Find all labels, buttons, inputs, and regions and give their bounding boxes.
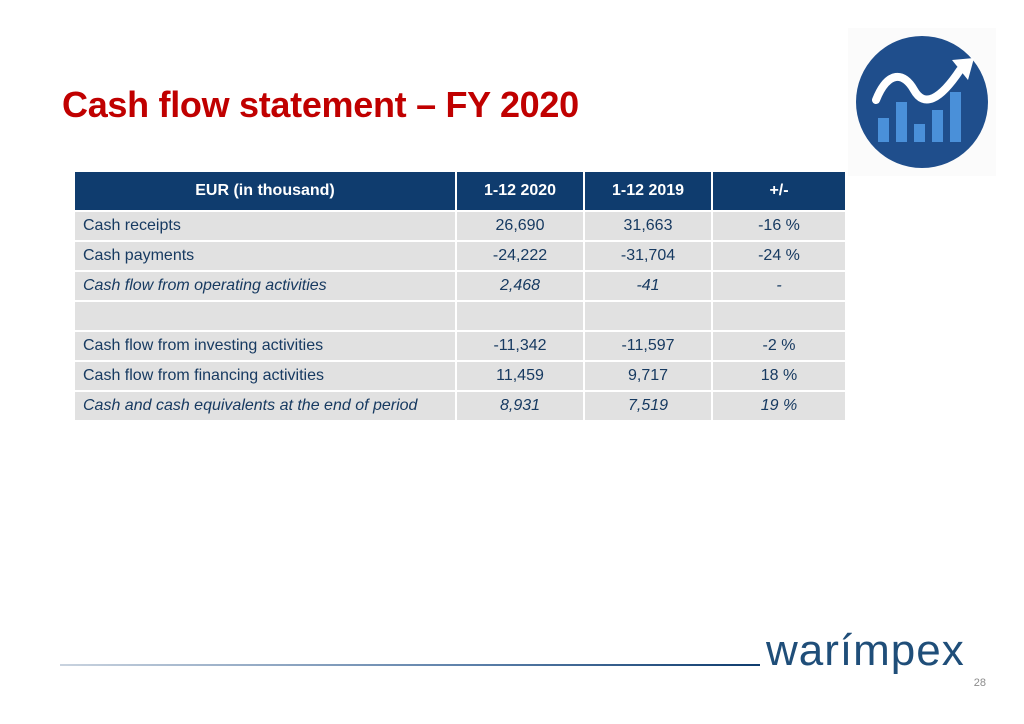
cash-flow-table [73, 170, 847, 422]
row-label: Cash flow from operating activities [75, 272, 455, 300]
value-change: - [713, 272, 845, 300]
footer-divider [60, 664, 760, 666]
header-2019: 1-12 2019 [585, 172, 711, 210]
row-label: Cash and cash equivalents at the end of period [75, 392, 455, 420]
row-label: Cash payments [75, 242, 455, 270]
value-change: 19 % [713, 392, 845, 420]
value-2019: -11,597 [585, 332, 711, 360]
value-2020: 11,459 [457, 362, 583, 390]
table-row [75, 362, 845, 390]
page-title: Cash flow statement – FY 2020 [62, 84, 579, 125]
row-label: Cash flow from financing activities [75, 362, 455, 390]
table-row [75, 242, 845, 270]
value-2019: 31,663 [585, 212, 711, 240]
value-change: -16 % [713, 212, 845, 240]
value-change: -2 % [713, 332, 845, 360]
row-label: Cash flow from investing activities [75, 332, 455, 360]
value-2019: -31,704 [585, 242, 711, 270]
value-2020: -24,222 [457, 242, 583, 270]
table-row [75, 272, 845, 300]
value-change [713, 302, 845, 330]
value-2019: -41 [585, 272, 711, 300]
value-2019: 9,717 [585, 362, 711, 390]
brand-logo: warímpex [766, 626, 965, 675]
header-currency: EUR (in thousand) [75, 172, 455, 210]
row-label [75, 302, 455, 330]
value-2019 [585, 302, 711, 330]
value-2020: 26,690 [457, 212, 583, 240]
value-change: -24 % [713, 242, 845, 270]
page-number: 28 [973, 677, 986, 689]
value-change: 18 % [713, 362, 845, 390]
value-2019: 7,519 [585, 392, 711, 420]
table-header-row [75, 172, 845, 210]
table-row [75, 212, 845, 240]
row-label: Cash receipts [75, 212, 455, 240]
table-row [75, 392, 845, 420]
header-change: +/- [713, 172, 845, 210]
value-2020: -11,342 [457, 332, 583, 360]
table-row-spacer [75, 302, 845, 330]
table-row [75, 332, 845, 360]
header-2020: 1-12 2020 [457, 172, 583, 210]
value-2020 [457, 302, 583, 330]
value-2020: 2,468 [457, 272, 583, 300]
trend-chart-icon [848, 28, 996, 176]
value-2020: 8,931 [457, 392, 583, 420]
